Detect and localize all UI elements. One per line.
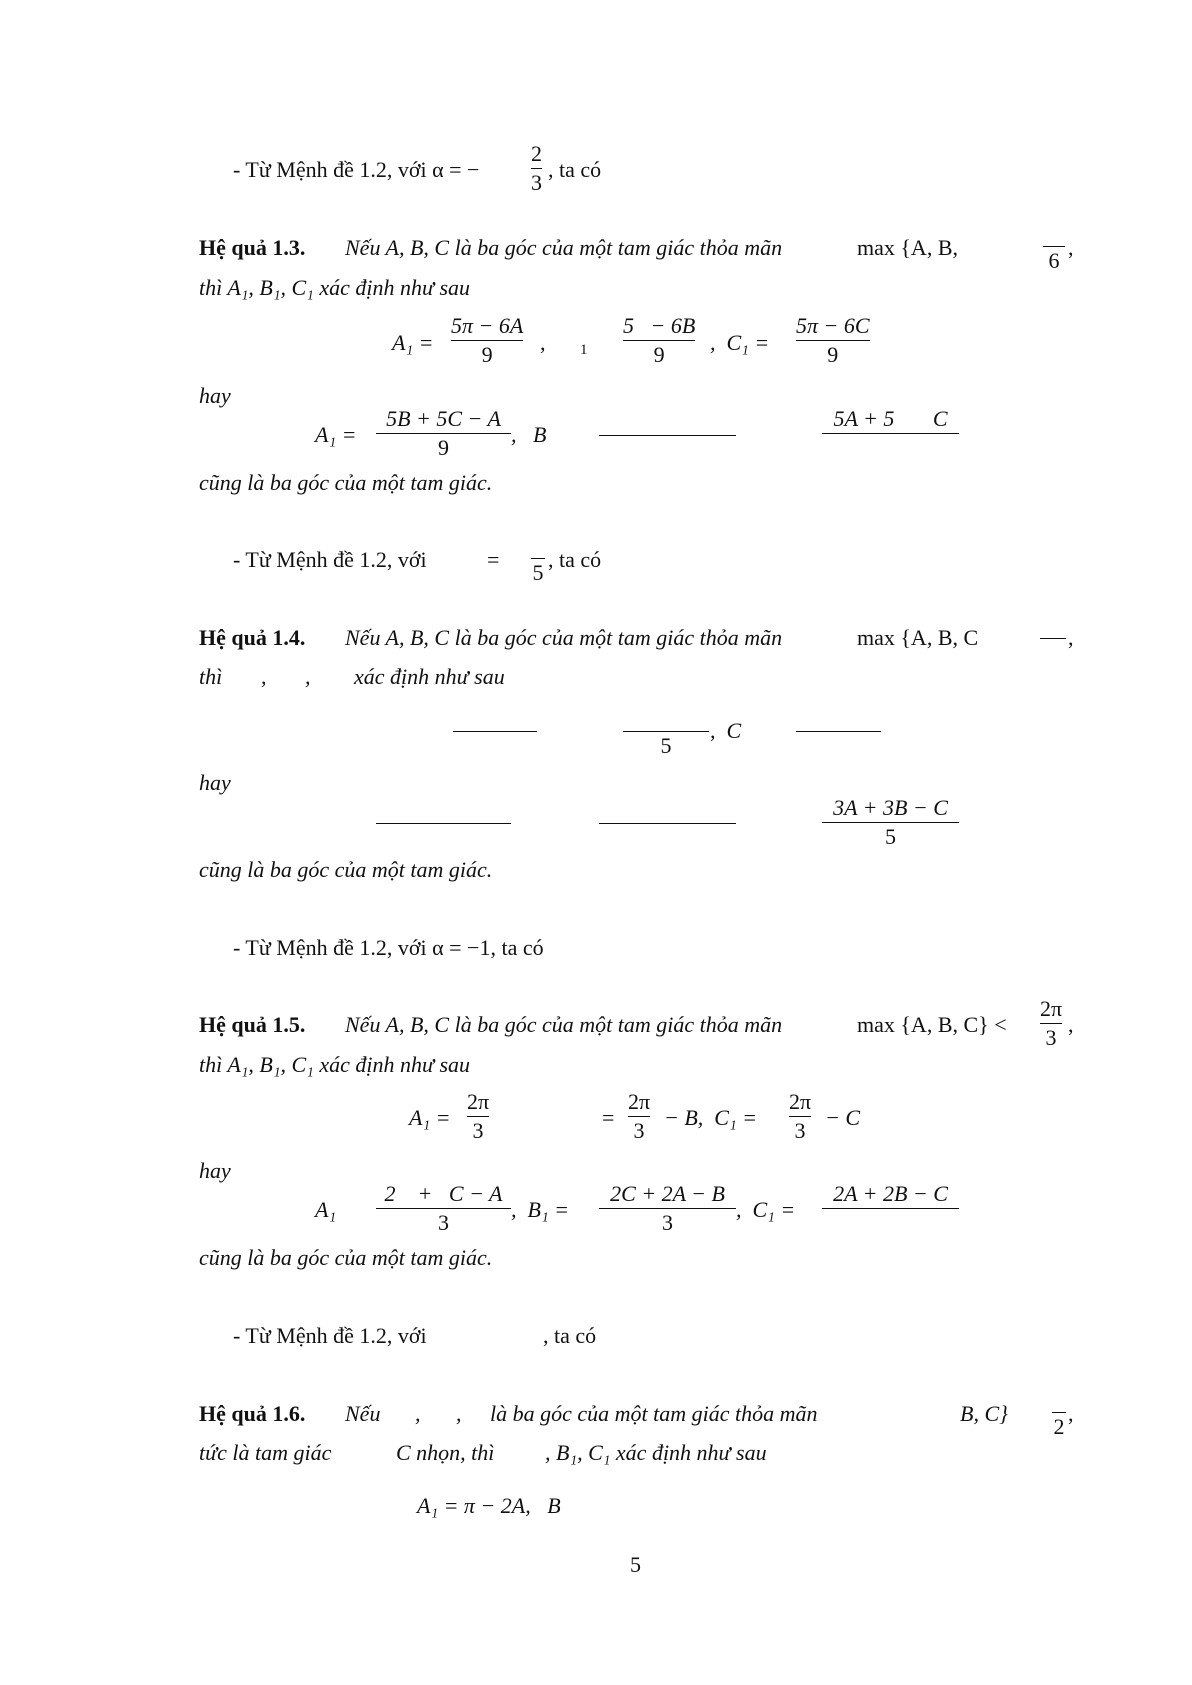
numerator: 3A + 3B − C — [833, 795, 948, 820]
hay: hay — [199, 1158, 231, 1183]
numerator: 2π — [1040, 996, 1063, 1021]
denominator: 9 — [376, 433, 511, 462]
hay: hay — [199, 383, 231, 408]
remark-text: - Từ Mệnh đề 1.2, với α = − — [233, 157, 480, 182]
denominator: 3 — [376, 1208, 511, 1237]
page-number: 5 — [630, 1552, 641, 1577]
denominator: 5 — [532, 560, 544, 585]
remark-suffix: , ta có — [548, 157, 602, 182]
fraction-bar — [796, 731, 881, 732]
corollary-body: Nếu A, B, C là ba góc của một tam giác thỏa mãn — [345, 625, 783, 650]
comma: , — [1068, 1401, 1074, 1426]
eq-lhs: A₁ = — [315, 422, 357, 447]
corollary-body: Nếu A, B, C là ba góc của một tam giác thỏa mãn — [345, 235, 783, 260]
fraction — [789, 1088, 811, 1145]
equation: A₁ = π − 2A, B — [417, 1493, 561, 1518]
comma: , — [1068, 625, 1074, 650]
numerator: 5π − 6A — [451, 313, 524, 338]
remark-text: - Từ Mệnh đề 1.2, với — [233, 547, 427, 572]
eq-lhs: , B₁ = — [511, 1197, 569, 1222]
corollary-title: Hệ quả 1.3. — [199, 235, 306, 260]
numerator: 5A + 5 C — [833, 406, 948, 431]
corollary-body: là ba góc của một tam giác thỏa mãn — [490, 1401, 818, 1426]
comma: , — [1068, 1012, 1074, 1037]
fraction-bar — [453, 731, 537, 732]
corollary-line: xác định như sau — [354, 664, 505, 689]
corollary-line: thì — [199, 664, 223, 689]
corollary-title: Hệ quả 1.5. — [199, 1012, 306, 1037]
denominator: 9 — [451, 340, 523, 369]
equals: = — [602, 1105, 615, 1130]
fraction — [623, 703, 709, 760]
fraction — [467, 1088, 489, 1145]
denominator: 5 — [623, 731, 709, 760]
remark-suffix: , ta có — [543, 1323, 597, 1348]
conclusion: cũng là ba góc của một tam giác. — [199, 857, 493, 882]
corollary-body: Nếu A, B, C là ba góc của một tam giác thỏa mãn — [345, 1012, 783, 1037]
fraction — [822, 405, 959, 462]
corollary-line: tức là tam giác — [199, 1440, 332, 1465]
denominator: 3 — [1040, 1023, 1062, 1052]
eq-lhs: A₁ = — [409, 1105, 451, 1130]
remark-suffix: , ta có — [548, 547, 602, 572]
fraction — [599, 1180, 736, 1237]
fraction — [1052, 1384, 1066, 1441]
corollary-line: , B₁, C₁ xác định như sau — [545, 1440, 767, 1465]
denominator: 9 — [796, 340, 870, 369]
remark-text: - Từ Mệnh đề 1.2, với α = −1, ta có — [233, 935, 544, 960]
eq-lhs: , B — [511, 422, 547, 447]
max-expression: max {A, B, C} < — [857, 1012, 1007, 1037]
comma: , — [415, 1401, 421, 1426]
max-expression: max {A, B, — [857, 235, 958, 260]
denominator: 5 — [822, 822, 959, 851]
corollary-body: Nếu — [345, 1401, 381, 1426]
numerator: 2π — [789, 1089, 812, 1114]
hay: hay — [199, 770, 231, 795]
subscript-fragment: 1 — [580, 342, 588, 358]
numerator: 2C + 2A − B — [610, 1181, 725, 1206]
comma: , — [1068, 235, 1074, 260]
fraction-bar — [599, 435, 736, 436]
denominator: 3 — [789, 1116, 811, 1145]
fraction — [451, 312, 523, 369]
comma: , — [261, 664, 267, 689]
denominator: 3 — [531, 170, 542, 195]
corollary-line: C nhọn, thì — [396, 1440, 495, 1465]
fraction — [531, 140, 542, 197]
numerator: 5π − 6C — [796, 313, 870, 338]
corollary-line: thì A₁, B₁, C₁ xác định như sau — [199, 1052, 471, 1077]
comma: , — [540, 330, 546, 355]
conclusion: cũng là ba góc của một tam giác. — [199, 470, 493, 495]
fraction — [531, 530, 545, 587]
fraction — [623, 312, 695, 369]
eq-lhs: , C₁ = — [710, 330, 770, 355]
eq-lhs: , C — [710, 718, 742, 743]
eq-lhs: A₁ = — [392, 330, 434, 355]
conclusion: cũng là ba góc của một tam giác. — [199, 1245, 493, 1270]
denominator: 3 — [599, 1208, 736, 1237]
fraction — [376, 405, 511, 462]
denominator: 2 — [1053, 1414, 1065, 1439]
numerator: 5 − 6B — [623, 313, 696, 338]
eq-lhs: A₁ — [315, 1197, 337, 1222]
denominator: 3 — [628, 1116, 650, 1145]
numerator: 2 + C − A — [384, 1181, 503, 1206]
denominator: 9 — [623, 340, 695, 369]
numerator: 2A + 2B − C — [833, 1181, 948, 1206]
fraction — [796, 312, 870, 369]
fraction — [376, 1180, 511, 1237]
equals: = — [487, 547, 500, 572]
eq-lhs: , C₁ = — [736, 1197, 796, 1222]
fraction-bar — [376, 823, 511, 824]
max-expression: B, C} — [960, 1401, 1008, 1426]
fraction-bar — [599, 823, 736, 824]
corollary-title: Hệ quả 1.4. — [199, 625, 306, 650]
fraction — [1040, 995, 1062, 1052]
comma: , — [305, 664, 311, 689]
comma: , — [456, 1401, 462, 1426]
numerator: 2π — [628, 1089, 651, 1114]
eq-rest: − C — [825, 1105, 861, 1130]
max-expression: max {A, B, C — [857, 625, 979, 650]
fraction-bar — [1040, 638, 1066, 639]
fraction — [628, 1088, 650, 1145]
fraction — [822, 1180, 959, 1237]
numerator: 2 — [531, 141, 542, 166]
corollary-title: Hệ quả 1.6. — [199, 1401, 306, 1426]
numerator: 5B + 5C − A — [386, 406, 501, 431]
fraction — [822, 794, 959, 851]
denominator: 6 — [1043, 246, 1065, 275]
eq-rest: − B, C₁ = — [664, 1105, 757, 1130]
numerator: 2π — [467, 1089, 490, 1114]
fraction — [1043, 218, 1065, 275]
corollary-line: thì A₁, B₁, C₁ xác định như sau — [199, 275, 471, 300]
remark-text: - Từ Mệnh đề 1.2, với — [233, 1323, 427, 1348]
denominator: 3 — [467, 1116, 489, 1145]
